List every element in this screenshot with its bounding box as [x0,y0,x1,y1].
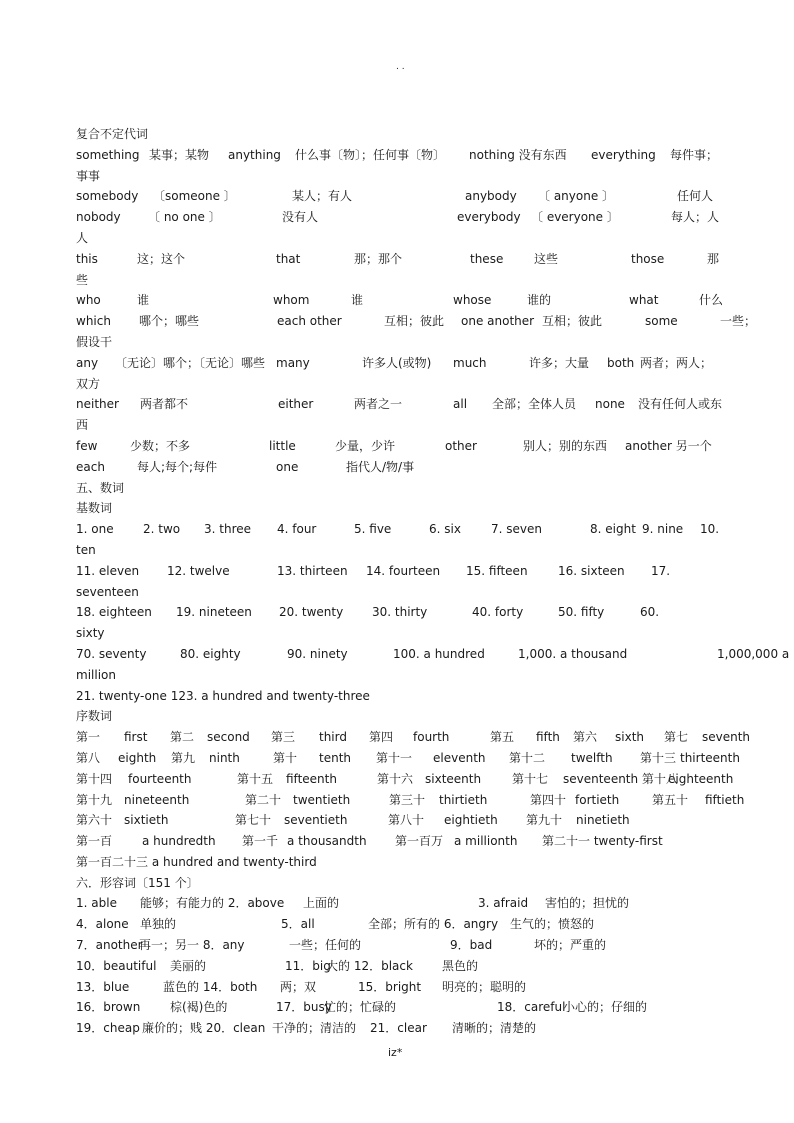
text-line [76,519,736,540]
text-segment: 害怕的；担忧的 [545,896,630,911]
text-segment: 美丽的 [170,958,207,973]
text-segment: 西 [76,418,89,433]
text-segment: 9．bad [450,938,493,953]
text-line [76,706,736,727]
text-segment: sixth [615,730,644,745]
text-segment: 5. five [354,522,392,537]
text-segment: 干净的；清洁的 [272,1021,357,1036]
text-segment: 14. fourteen [366,563,441,578]
text-segment: 第十 [273,750,298,765]
text-segment: 谁 [137,293,150,308]
text-segment: 11. eleven [76,563,140,578]
text-segment: 第九 [171,750,196,765]
text-segment: anything [228,147,281,162]
text-line [76,374,736,395]
text-segment: eighth [118,750,157,765]
text-segment: 16. sixteen [558,563,625,578]
text-segment: 单独的 [140,917,177,932]
text-segment: 全部；全体人员 [492,397,577,412]
text-line [76,332,736,353]
text-segment: everything [591,147,656,162]
text-segment: 坏的；严重的 [534,938,607,953]
text-line [76,498,736,519]
text-segment: one another [461,314,535,329]
text-segment: 10. [700,522,720,537]
text-segment: 13. thirteen [277,563,348,578]
text-segment: some [645,314,678,329]
text-segment: nineteenth [124,792,190,807]
text-segment: 第十一 [376,750,413,765]
text-segment: 生气的；愤怒的 [510,917,595,932]
text-segment: what [629,293,659,308]
text-segment: 指代人/物/事 [346,459,415,474]
text-line [76,124,736,145]
text-segment: 18．careful [497,1000,566,1015]
text-segment: second [207,730,250,745]
text-line [76,769,736,790]
text-segment: 15. fifteen [466,563,528,578]
text-segment: 忙的；忙碌的 [324,1000,397,1015]
text-segment: 90. ninety [287,646,348,661]
text-segment: sixty [76,626,105,641]
text-segment: 70. seventy [76,646,147,661]
text-segment: 第十七 [512,771,549,786]
text-segment: 2. two [143,522,181,537]
text-segment: both [607,355,635,370]
text-segment: 17. [651,563,671,578]
text-line [76,1018,736,1039]
text-segment: twelfth [571,750,613,765]
text-segment: ninth [209,750,240,765]
text-segment: 19. nineteen [176,605,252,620]
text-segment: 7. seven [491,522,542,537]
text-segment: one [276,459,299,474]
text-segment: 少量，少许 [335,438,396,453]
text-line [76,311,757,332]
text-segment: any [76,355,99,370]
text-segment: that [276,251,301,266]
text-segment: 许多人(或物) [362,355,432,370]
text-line [76,644,790,665]
text-segment: 第七十 [235,813,272,828]
text-segment: either [278,397,314,412]
text-segment: 五、数词 [76,480,125,495]
text-segment: 80. eighty [180,646,241,661]
text-segment: 60. [640,605,660,620]
text-segment: 什么 [699,293,724,308]
page-footer-mark: iz* [388,1046,403,1059]
text-segment: 11．big [285,958,331,973]
text-segment: 第二十一 twenty-first [542,834,663,849]
text-segment: 一些； [720,314,757,329]
text-segment: 〔 everyone 〕 [531,210,619,225]
text-segment: 谁的 [527,293,552,308]
text-line [76,997,736,1018]
text-segment: 40. forty [472,605,524,620]
text-segment: 第十四 [76,771,113,786]
text-segment: 六．形容词〔151 个〕 [76,875,199,890]
text-segment: seventeen [76,584,139,599]
text-line [76,873,736,894]
text-line [76,748,740,769]
text-segment: 人 [76,230,89,245]
text-segment: 那 [707,251,720,266]
text-segment: million [76,667,116,682]
text-segment: 任何人 [677,189,714,204]
text-segment: 13．blue [76,979,130,994]
text-line [76,207,736,228]
text-segment: 5．all [281,917,315,932]
text-segment: nobody [76,210,121,225]
text-segment: 第三 [271,730,296,745]
text-segment: thirtieth [439,792,488,807]
text-line [76,290,736,311]
text-line [76,790,745,811]
text-segment: 7．another [76,938,143,953]
text-segment: 第一百万 [395,834,444,849]
text-segment: twentieth [293,792,351,807]
text-segment: 〔someone 〕 [153,189,236,204]
text-segment: a hundredth [142,834,216,849]
text-segment: 10．beautiful [76,958,157,973]
text-segment: 第一 [76,730,101,745]
text-segment: 8. eight [590,522,636,537]
text-segment: 第八 [76,750,101,765]
text-line [76,831,736,852]
document-body [76,124,790,1039]
text-segment: third [319,730,347,745]
text-segment: this [76,251,98,266]
text-segment: many [276,355,310,370]
text-segment: fiftieth [705,792,745,807]
text-line [76,166,736,187]
text-line [76,956,736,977]
text-segment: 那；那个 [354,251,403,266]
text-segment: anybody [465,189,517,204]
text-segment: 全部；所有的 6．angry [368,917,499,932]
text-segment: 某事；某物 [149,147,210,162]
text-segment: somebody [76,189,139,204]
text-segment: 蓝色的 14．both [163,979,258,994]
text-segment: 明亮的；聪明的 [442,979,527,994]
text-segment: each [76,459,105,474]
text-line [76,686,736,707]
text-segment: 1. one [76,522,114,537]
text-segment: ten [76,542,96,557]
text-segment: 第十三 [640,750,677,765]
text-segment: 许多；大量 [529,355,590,370]
text-segment: 没有人 [282,210,319,225]
text-segment: 第一百二十三 a hundred and twenty-third [76,854,317,869]
text-segment: 两者都不 [140,397,189,412]
text-segment: eleventh [433,750,486,765]
text-segment: eightieth [444,813,498,828]
text-segment: 双方 [76,376,101,391]
text-segment: each other [277,314,342,329]
text-segment: 30. thirty [372,605,428,620]
text-segment: 1. able [76,896,117,911]
page-header-mark: . . [396,62,405,72]
text-segment: 第十六 [377,771,414,786]
text-segment: 15．bright [358,979,422,994]
text-segment: thirteenth [680,750,740,765]
text-segment: fourth [413,730,450,745]
text-line [76,540,736,561]
text-segment: fifteenth [286,771,337,786]
text-segment: 21．clear [370,1021,427,1036]
text-segment: 事事 [76,168,101,183]
text-line [76,935,736,956]
text-segment: 4．alone [76,917,129,932]
text-segment: 什么事〔物〕；任何事〔物〕 [295,147,446,162]
text-segment: something [76,147,140,162]
text-segment: 廉价的；贱 20．clean [142,1021,266,1036]
text-segment: whose [453,293,492,308]
text-segment: 两者之一 [354,397,403,412]
text-line [76,582,736,603]
text-segment: 12. twelve [167,563,230,578]
text-segment: 17．busy [276,1000,332,1015]
text-segment: 两；双 [280,979,317,994]
text-segment: 18. eighteen [76,605,152,620]
text-segment: 这些 [534,251,559,266]
text-segment: 第四十 [530,792,567,807]
text-line [76,415,736,436]
text-segment: 第十二 [509,750,546,765]
text-line [76,914,736,935]
text-segment: 第六十 [76,813,113,828]
text-segment: 假设干 [76,334,113,349]
text-segment: neither [76,397,119,412]
text-segment: 第一千 [242,834,279,849]
text-segment: 小心的；仔细的 [563,1000,648,1015]
text-segment: ninetieth [576,813,630,828]
text-segment: 序数词 [76,709,113,724]
text-segment: 没有任何人或东 [638,397,723,412]
text-segment: 少数；不多 [130,438,191,453]
text-segment: 互相；彼此 [542,314,603,329]
text-segment: nothing 没有东西 [469,147,567,162]
text-segment: 每件事； [670,147,719,162]
text-line [76,727,751,748]
text-segment: 第六 [573,730,598,745]
text-line [76,602,736,623]
text-segment: 4. four [277,522,317,537]
text-segment: little [269,438,296,453]
text-segment: 第七 [664,730,689,745]
text-segment: 〔无论〕哪个；〔无论〕哪些 [115,355,266,370]
text-segment: 〔 no one 〕 [148,210,221,225]
text-line [76,436,736,457]
text-segment: much [453,355,487,370]
text-line [76,977,736,998]
text-segment: tenth [319,750,352,765]
text-segment: 复合不定代词 [76,127,149,141]
text-line [76,623,736,644]
text-segment: 基数词 [76,501,113,516]
text-segment: 哪个；哪些 [139,314,200,329]
text-segment: 50. fifty [558,605,605,620]
text-segment: whom [273,293,310,308]
text-line [76,145,736,166]
text-segment: fifth [536,730,560,745]
text-line [76,561,736,582]
text-segment: seventeenth 第十八 [563,771,678,786]
text-line [76,228,736,249]
text-segment: those [631,251,665,266]
text-line [76,478,736,499]
text-segment: 清晰的；清楚的 [452,1021,537,1036]
text-segment: none [595,397,625,412]
text-segment: 21. twenty-one 123. a hundred and twenty-three [76,688,370,703]
text-segment: 16．brown [76,1000,141,1015]
text-segment: few [76,438,98,453]
text-segment: 一些；任何的 [289,938,362,953]
text-segment: 20. twenty [279,605,344,620]
text-segment: first [124,730,148,745]
text-segment: 黑色的 [442,958,479,973]
text-segment: 100. a hundred [393,646,485,661]
text-segment: 第三十 [389,792,426,807]
text-segment: other [445,438,477,453]
text-line [76,270,736,291]
text-segment: 9. nine [642,522,684,537]
text-line [76,394,736,415]
text-segment: 第一百 [76,834,113,849]
text-line [76,353,736,374]
text-segment: 互相；彼此 [384,314,445,329]
text-segment: 能够；有能力的 2．above [140,896,285,911]
text-segment: 每人；人 [671,210,720,225]
text-segment: 第二十 [245,792,282,807]
text-segment: 棕(褐)色的 [170,1000,228,1015]
text-segment: a thousandth [287,834,367,849]
text-segment: 1,000. a thousand [518,646,628,661]
text-segment: fortieth [575,792,620,807]
text-segment: 第十五 [237,771,274,786]
text-segment: 19．cheap [76,1021,140,1036]
text-segment: 别人；别的东西 [523,438,608,453]
text-segment: 第九十 [526,813,563,828]
text-segment: everybody [457,210,521,225]
text-segment: another 另一个 [625,438,712,453]
text-line [76,249,736,270]
text-segment: 第五十 [652,792,689,807]
text-segment: 两者；两人； [640,355,713,370]
text-segment: all [453,397,468,412]
text-segment: 每人;每个;每件 [137,459,218,474]
text-segment: 第五 [490,730,515,745]
text-segment: 〔 anyone 〕 [538,189,615,204]
text-segment: 谁 [351,293,364,308]
text-segment: fourteenth [128,771,192,786]
text-segment: 3. afraid [478,896,529,911]
text-segment: 1,000,000 a [717,646,790,661]
text-segment: 第四 [369,730,394,745]
text-line [76,893,736,914]
text-segment: a millionth [454,834,518,849]
text-segment: 些 [76,272,89,287]
text-line [76,665,736,686]
text-line [76,852,736,873]
text-segment: 3. three [204,522,252,537]
text-segment: 第八十 [388,813,425,828]
text-segment: 6. six [429,522,461,537]
text-segment: seventieth [284,813,348,828]
text-segment: 再一；另一 8．any [139,938,245,953]
text-segment: seventh [702,730,751,745]
text-segment: 第二 [170,730,195,745]
text-line [76,457,736,478]
text-segment: who [76,293,101,308]
text-segment: eighteenth [668,771,734,786]
text-segment: 第十九 [76,792,113,807]
text-line [76,186,736,207]
text-segment: 大的 12．black [326,958,413,973]
text-segment: sixteenth [425,771,482,786]
text-segment: these [470,251,504,266]
text-segment: which [76,314,111,329]
text-segment: sixtieth [124,813,169,828]
text-line [76,810,736,831]
text-segment: 上面的 [303,896,340,911]
text-segment: 这；这个 [137,251,186,266]
text-segment: 某人；有人 [292,189,353,204]
